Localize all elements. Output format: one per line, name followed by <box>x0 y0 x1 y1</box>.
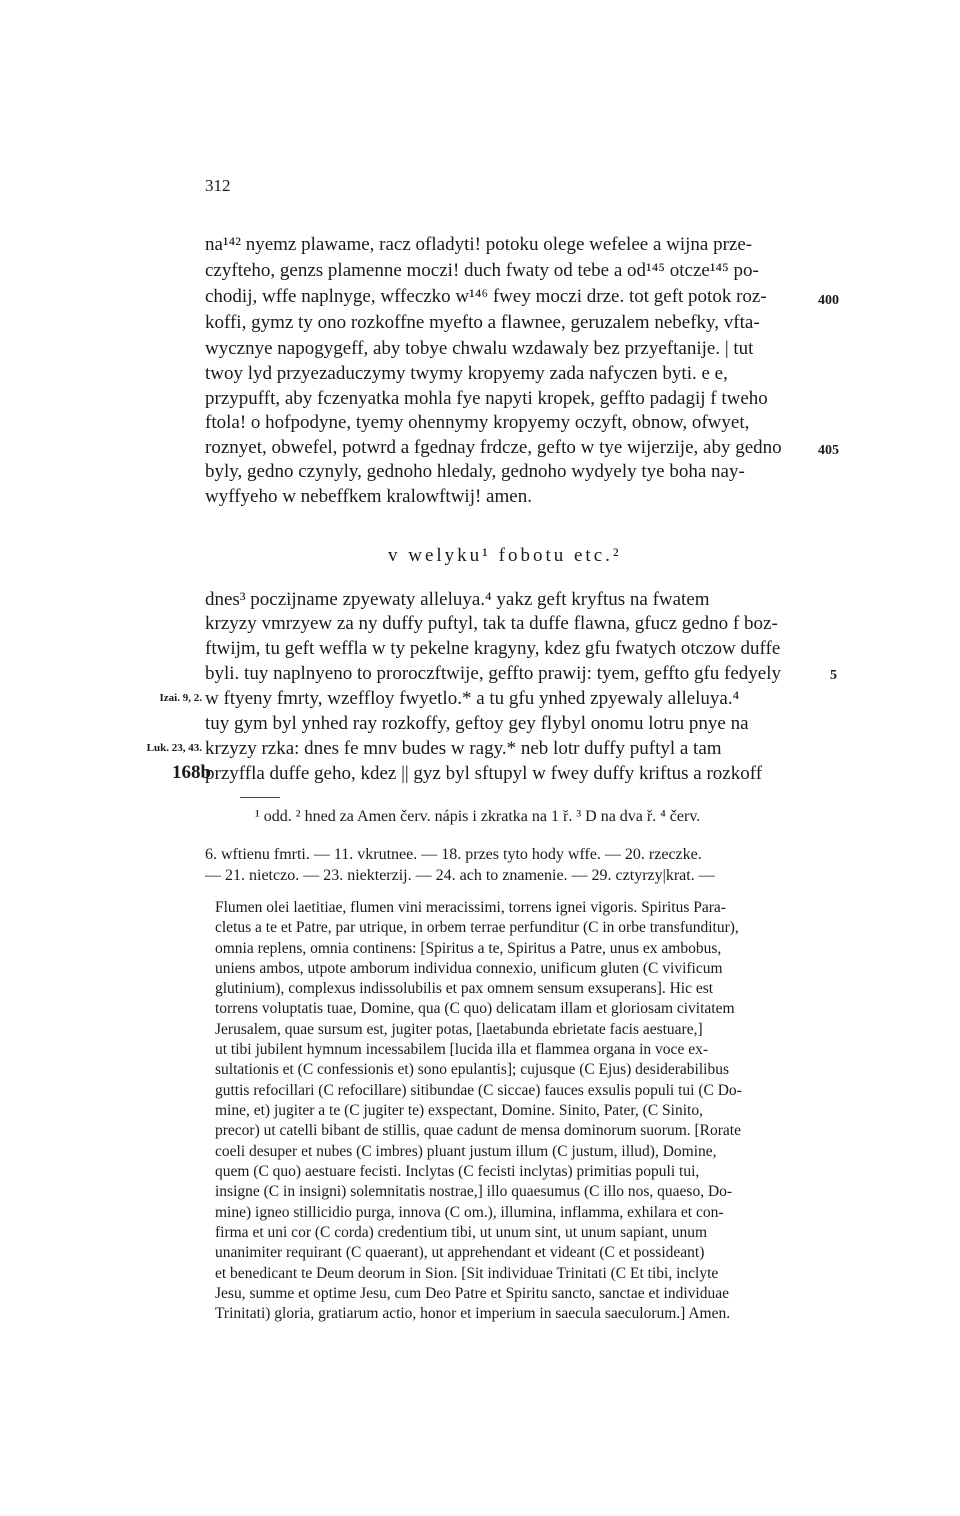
text-line: ftola! o hofpodyne, tyemy ohennymy kropyemy oczyft, obnow, ofwyet, <box>205 412 750 433</box>
latin-line: mine, et) jugiter a te (C jugiter te) exspectant, Domine. Sinito, Pater, (C Sinito, <box>215 1102 703 1119</box>
variant-readings-line: 6. wftienu fmrti. — 11. vkrutnee. — 18. przes tyto hody wffe. — 20. rzeczke. <box>205 846 702 863</box>
latin-line: mine) igneo stillicidio purga, innova (C om.), illumina, inflamma, exhilara et con- <box>215 1204 724 1221</box>
footnote-divider <box>240 797 280 798</box>
latin-line: glutinium), complexus indissolubilis et pax omnem sensum exsuperans]. Hic est <box>215 980 714 997</box>
latin-line: quem (C quo) aestuare fecisti. Inclytas (C fecisti inclytas) primitias populi tui, <box>215 1163 700 1180</box>
line-number: 400 <box>818 293 839 308</box>
text-line: tuy gym byl ynhed ray rozkoffy, geftoy gey flybyl onomu lotru pnye na <box>205 713 749 734</box>
latin-line: ut tibi jubilent hymnum incessabilem [lucida illa et flammea organa in voce ex- <box>215 1041 708 1058</box>
latin-line: unanimiter requirant (C quaerant), ut apprehendant et videant (C et possideant) <box>215 1244 705 1261</box>
latin-line: Flumen olei laetitiae, flumen vini meracissimi, torrens ignei vigoris. Spiritus Para- <box>215 899 726 916</box>
latin-line: insigne (C in insigni) solemnitatis nostrae,] illo quaesumus (C illo nos, quaeso, Do- <box>215 1183 733 1200</box>
page-number: 312 <box>205 176 231 195</box>
text-line: wyffyeho w nebeffkem kralowftwij! amen. <box>205 486 532 507</box>
text-line: przypufft, aby fczenyatka mohla fye napyti kropek, geffto padagij f tweho <box>205 388 768 409</box>
section-heading: v welyku¹ fobotu etc.² <box>388 545 622 566</box>
folio-mark: 168b <box>172 762 212 783</box>
latin-line: uniens ambos, utpote amborum individua connexio, unificum gluten (C vivificum <box>215 960 723 977</box>
text-line: byli. tuy naplnyeno to proroczftwije, geffto prawij: tyem, geffto gfu fedyely <box>205 663 782 684</box>
latin-line: precor) ut catelli bibant de stillis, quae cadunt de mensa dominorum suorum. [Rorate <box>215 1122 741 1139</box>
latin-line: Jesu, summe et optime Jesu, cum Deo Patre et Spiritu sancto, sanctae et individuae <box>215 1285 729 1302</box>
text-line: krzyzy rzka: dnes fe mnv budes w ragy.* neb lotr duffy puftyl a tam <box>205 738 722 759</box>
text-line: przyffla duffe geho, kdez || gyz byl sftupyl w fwey duffy kriftus a rozkoff <box>205 763 763 784</box>
latin-line: cletus a te et Patre, par utrique, in orbem terrae perfunditur (C in orbe transfunditur), <box>215 919 739 936</box>
footnotes: ¹ odd. ² hned za Amen červ. nápis i zkratka na 1 ř. ³ D na dva ř. ⁴ červ. <box>255 808 701 825</box>
latin-line: coeli desuper et nubes (C imbres) pluant justum illum (C justum, illud), Domine, <box>215 1143 717 1160</box>
text-line: wycznye napogygeff, aby tobye chwalu wzdawaly bez przyeftanije. | tut <box>205 338 754 359</box>
margin-reference: Izai. 9, 2. <box>159 692 202 704</box>
text-line: chodij, wffe naplnyge, wffeczko w¹⁴⁶ fwey moczi drze. tot geft potok roz- <box>205 286 767 307</box>
text-line: koffi, gymz ty ono rozkoffne myefto a flawnee, geruzalem nebefky, vfta- <box>205 312 760 333</box>
latin-line: sultationis et (C confessionis et) sono epulantis]; cujusque (C Ejus) desiderabilibus <box>215 1061 730 1078</box>
text-line: dnes³ poczijname zpyewaty alleluya.⁴ yakz geft kryftus na fwatem <box>205 589 710 610</box>
latin-line: firma et uni cor (C corda) credentium tibi, ut unum sint, ut unum sapiant, unum <box>215 1224 708 1241</box>
latin-line: omnia replens, omnia continens: [Spiritus a te, Spiritus a Patre, unus ex ambobus, <box>215 940 722 957</box>
latin-line: guttis refocillari (C refocillare) sitibundae (C siccae) fauces exsulis populi tui (C Do- <box>215 1082 742 1099</box>
line-number: 405 <box>818 443 839 458</box>
latin-line: et benedicant te Deum deorum in Sion. [Sit individuae Trinitati (C Et tibi, inclyte <box>215 1265 719 1282</box>
text-line: na¹⁴² nyemz plawame, racz ofladyti! potoku olege wefelee a wijna prze- <box>205 234 753 255</box>
text-line: byly, gedno czynyly, gednoho hledaly, gednoho wydyely tye boha nay- <box>205 461 745 482</box>
text-line: krzyzy vmrzyew za ny duffy puftyl, tak ta duffe flawna, gfucz gedno f boz- <box>205 613 778 634</box>
latin-line: Jerusalem, quae sursum est, jugiter potas, [laetabunda ebrietate facis aestuare,] <box>215 1021 703 1038</box>
text-line: roznyet, obwefel, potwrd a fgednay frdcze, gefto w tye wijerzije, aby gedno <box>205 437 782 458</box>
text-line: ftwijm, tu geft weffla w ty pekelne kragyny, kdez gfu fwatych otczow duffe <box>205 638 781 659</box>
latin-line: Trinitati) gloria, gratiarum actio, honor et imperium in saecula saeculorum.] Amen. <box>215 1305 731 1322</box>
text-line: twoy lyd przyezaduczymy twymy kropyemy zada nafyczen byti. e e, <box>205 363 728 384</box>
margin-reference: Luk. 23, 43. <box>146 742 202 754</box>
text-line: czyfteho, genzs plamenne moczi! duch fwaty od tebe a od¹⁴⁵ otcze¹⁴⁵ po- <box>205 260 759 281</box>
latin-line: torrens voluptatis tuae, Domine, qua (C quo) delicatam illam et gloriosam civitatem <box>215 1000 735 1017</box>
text-line: w ftyeny fmrty, wzeffloy fwyetlo.* a tu gfu ynhed zpyewaly alleluya.⁴ <box>205 688 740 709</box>
line-number: 5 <box>830 668 837 683</box>
variant-readings-line: — 21. nietczo. — 23. niekterzij. — 24. ach to znamenie. — 29. cztyrzy|krat. — <box>205 867 715 884</box>
